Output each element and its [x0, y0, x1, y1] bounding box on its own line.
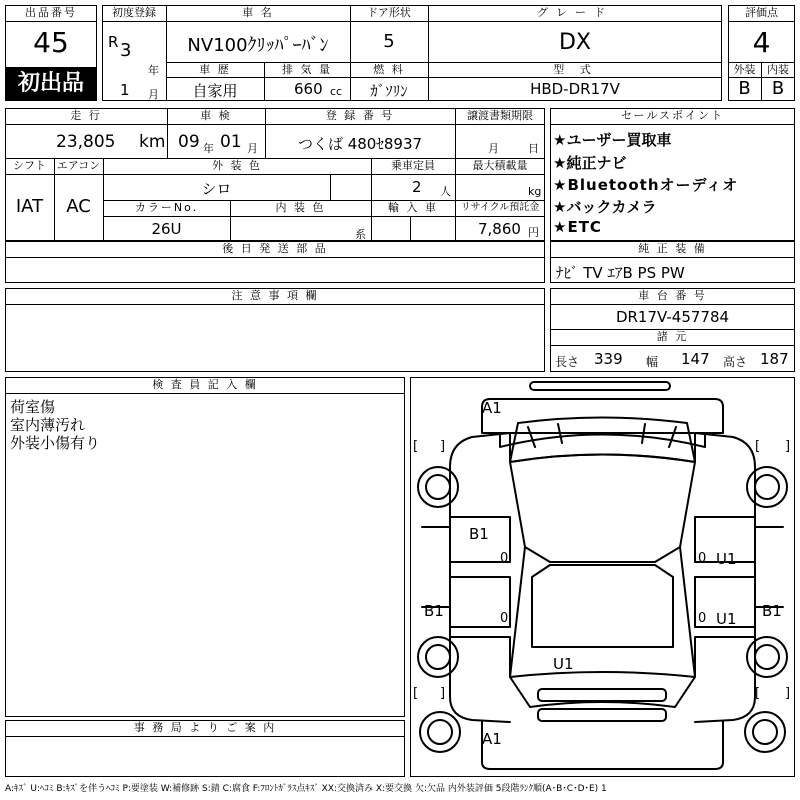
divider: [102, 21, 722, 22]
svg-text:0: 0: [698, 551, 707, 566]
later-parts-label: 後 日 発 送 部 品: [222, 242, 328, 255]
svg-text:[: [: [413, 686, 419, 701]
first-reg-month-unit: 月: [148, 88, 159, 101]
damage-mark: A1: [482, 730, 502, 748]
inspection-month-unit: 月: [247, 142, 258, 155]
load-unit: kg: [528, 185, 542, 198]
capacity-value: 2: [412, 178, 422, 196]
car-name: NV100ｸﾘｯﾊﾟｰﾊﾞﾝ: [187, 35, 329, 56]
car-name-label: 車 名: [242, 6, 274, 19]
damage-mark: A1: [482, 399, 502, 417]
inspector-label: 検 査 員 記 入 欄: [152, 378, 258, 391]
divider: [5, 736, 405, 737]
int-label: 内装: [767, 63, 789, 76]
fuel-value: ｶﾞｿﾘﾝ: [370, 82, 408, 100]
divider: [550, 304, 795, 305]
divider: [550, 345, 795, 346]
grade-label: グレード: [537, 6, 613, 19]
car-diagram: [410, 377, 795, 777]
damage-mark: U1: [716, 550, 737, 568]
inspection-month: 01: [220, 132, 242, 152]
inspection-year: 09: [178, 132, 200, 152]
equipment-value: ﾅﾋﾞ TV ｴｱB PS PW: [556, 264, 685, 282]
divider: [550, 257, 795, 258]
svg-text:[: [: [755, 686, 761, 701]
ac-label: エアコン: [56, 159, 101, 172]
divider: [5, 124, 545, 125]
door-value: 5: [383, 31, 395, 52]
transfer-day-unit: 日: [528, 142, 539, 155]
transfer-month-unit: 月: [488, 142, 499, 155]
color-label: 外 装 色: [212, 159, 262, 172]
svg-text:0: 0: [698, 611, 707, 626]
capacity-unit: 人: [440, 185, 451, 198]
recycle-label: リサイクル預託金: [460, 202, 540, 213]
divider: [550, 124, 795, 125]
width-value: 147: [681, 350, 710, 368]
recycle-unit: 円: [528, 226, 539, 239]
model-label: 型 式: [553, 63, 597, 76]
divider: [728, 21, 795, 22]
interior-unit: 系: [355, 228, 366, 241]
displacement-unit: cc: [330, 85, 343, 98]
height-label: 高さ: [723, 355, 748, 369]
sales-point-item: ★純正ナビ: [553, 154, 627, 172]
svg-text:]: ]: [785, 439, 791, 454]
first-reg-month: 1: [120, 81, 130, 99]
height-value: 187: [760, 350, 789, 368]
divider: [166, 77, 722, 78]
grade-value: DX: [558, 30, 591, 55]
inspection-label: 車 検: [200, 109, 232, 122]
divider: [5, 21, 97, 22]
first-reg-year: 3: [120, 40, 132, 61]
color-no-label: カラーNo.: [134, 201, 199, 214]
sales-point-item: ★バックカメラ: [553, 198, 657, 216]
damage-legend: A:ｷｽﾞ U:ﾍｺﾐ B:ｷｽﾞを伴うﾍｺﾐ P:要塗装 W:補修跡 S:錆 C:腐食 F:ﾌﾛﾝﾄｶﾞﾗｽ点ｷｽﾞ XX:交換済み X:要交換 欠:欠品 内外装評価 5段階ﾗﾝｸ順(A･B･C･D･E) 1: [5, 784, 607, 794]
mileage-unit: km: [139, 132, 166, 152]
dims-label: 諸 元: [656, 330, 689, 343]
length-value: 339: [594, 350, 623, 368]
mileage-label: 走 行: [70, 109, 102, 122]
svg-text:0: 0: [500, 551, 509, 566]
transfer-label: 譲渡書類期限: [467, 109, 533, 122]
shift-label: シフト: [13, 159, 46, 172]
capacity-label: 乗車定員: [391, 159, 435, 172]
chassis-label: 車 台 番 号: [638, 289, 707, 302]
lot-number: 45: [33, 26, 69, 59]
sales-point-item: ★ユーザー買取車: [553, 131, 672, 149]
damage-mark: U1: [716, 610, 737, 628]
first-reg-era: R: [108, 33, 119, 51]
divider: [5, 393, 405, 394]
ext-label: 外装: [733, 63, 756, 76]
first-reg-year-unit: 年: [148, 64, 159, 77]
ac-value: AC: [66, 196, 91, 217]
reg-no-value: つくば 480ｾ8937: [297, 135, 423, 153]
sales-point-item: ★Bluetoothオーディオ: [553, 176, 739, 194]
svg-text:[: [: [413, 439, 419, 454]
history-value: 自家用: [192, 82, 238, 100]
inspector-line: 荷室傷: [10, 398, 56, 416]
model-value: HBD-DR17V: [530, 80, 620, 98]
sales-points-label: セールスポイント: [620, 109, 724, 122]
first-reg-label: 初度登録: [112, 6, 156, 19]
notes-label: 注 意 事 項 欄: [231, 289, 319, 302]
damage-mark: B1: [424, 602, 444, 620]
divider: [330, 174, 331, 200]
svg-text:0: 0: [500, 611, 509, 626]
divider: [5, 257, 545, 258]
history-label: 車 歴: [199, 63, 231, 76]
reg-no-label: 登 録 番 号: [325, 109, 395, 122]
recycle-value: 7,860: [478, 220, 521, 238]
svg-text:[: [: [755, 439, 761, 454]
import-label: 輸 入 車: [388, 201, 438, 214]
damage-mark: B1: [469, 525, 489, 543]
divider: [5, 174, 545, 175]
length-label: 長さ: [555, 355, 580, 369]
first-listing-badge: 初出品: [6, 67, 96, 100]
fuel-label: 燃 料: [373, 63, 405, 76]
load-label: 最大積載量: [472, 159, 528, 172]
inspector-line: 室内薄汚れ: [10, 416, 86, 434]
displacement-label: 排 気 量: [282, 63, 332, 76]
score-label: 評価点: [745, 6, 778, 19]
divider: [103, 216, 545, 217]
office-label: 事 務 局 よ り ご 案 内: [133, 721, 277, 734]
color-no-value: 26U: [151, 220, 182, 238]
color-value: シロ: [201, 180, 232, 198]
door-label: ドア形状: [367, 6, 411, 19]
shift-value: IAT: [15, 196, 44, 217]
inspector-line: 外装小傷有り: [10, 434, 101, 452]
divider: [410, 216, 411, 241]
damage-mark: B1: [762, 602, 782, 620]
mileage-value: 23,805: [56, 132, 116, 152]
score-value: 4: [752, 26, 771, 59]
svg-text:]: ]: [785, 686, 791, 701]
int-score: B: [771, 78, 785, 99]
interior-label: 内 装 色: [275, 201, 326, 214]
width-label: 幅: [646, 355, 659, 369]
svg-text:]: ]: [440, 439, 446, 454]
damage-mark: U1: [553, 655, 574, 673]
lot-label: 出品番号: [25, 6, 77, 19]
sales-point-item: ★ETC: [553, 218, 602, 236]
ext-score: B: [738, 78, 751, 99]
chassis-number: DR17V-457784: [615, 308, 730, 326]
divider: [5, 304, 545, 305]
equipment-label: 純 正 装 備: [638, 242, 707, 255]
inspection-year-unit: 年: [203, 142, 214, 155]
displacement-value: 660: [294, 80, 323, 98]
svg-text:]: ]: [440, 686, 446, 701]
